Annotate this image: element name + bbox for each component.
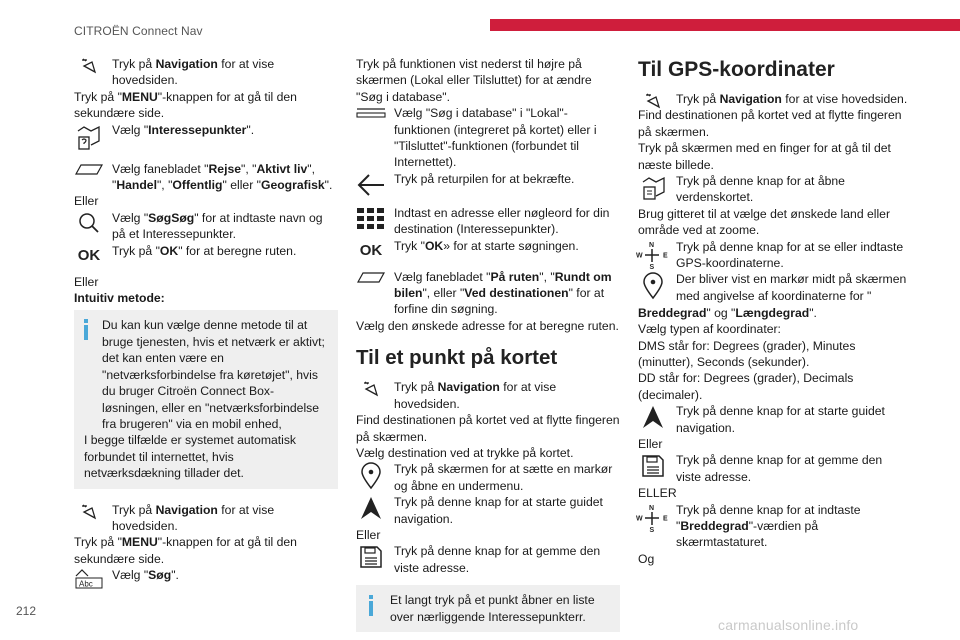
navigation-arrow-icon	[74, 503, 104, 533]
or-text: Eller	[638, 436, 663, 451]
menu-step-2: Tryk på "MENU"-knappen for at gå til den sekundære side.	[74, 535, 297, 566]
nav-step: Tryk på Navigation for at vise hovedsiden.	[356, 379, 620, 412]
find-text: Find destinationen på kortet ved at flytte fingeren på skærmen.	[638, 108, 902, 139]
info-note-2: Et langt tryk på et punkt åbner en liste over nærliggende Interessepunkterr.	[356, 585, 620, 632]
compass-e-label: E	[663, 252, 668, 260]
or-text: Eller	[74, 274, 99, 289]
tabs-step: Vælg fanebladet "Rejse", "Aktivt liv", "Handel", "Offentlig" eller "Geografisk".	[74, 161, 338, 194]
info-note	[74, 310, 338, 488]
search-step: Abc Vælg "Søg".	[74, 567, 338, 583]
poi-question-icon	[74, 123, 104, 153]
dd-text: DD står for: Degrees (grader), Decimals (decimaler).	[638, 371, 854, 402]
ok-icon: OK	[359, 241, 383, 259]
start-navigation-icon	[638, 404, 668, 434]
select-text: Vælg destination ved at trykke på kortet.	[356, 445, 574, 460]
start-nav-step: Tryk på denne knap for at starte guidet navigation.	[638, 403, 908, 436]
nav-step: Tryk på Navigation for at vise hovedsiden.	[638, 91, 908, 107]
location-pin-icon	[638, 272, 668, 302]
tab-icon	[74, 162, 104, 192]
note-text: Du kan kun vælge denne metode til at bruge tjenesten, hvis et netværk er aktivt; det kan enten være en "netværksforbindelse fra køretøjet", hvis du bruger Citroën Connect Box-løsningen, eller en "netværksforbindelse fra brugeren" via en mobil enhed,	[102, 318, 325, 431]
column-1	[74, 56, 338, 589]
nav-step-2: Tryk på Navigation for at vise hovedsiden.	[74, 502, 338, 535]
search-icon	[74, 211, 104, 241]
poi-step: Vælg "Interessepunkter".	[74, 122, 338, 152]
choose-text: Vælg den ønskede adresse for at beregne ruten.	[356, 318, 619, 333]
keyboard-grid-icon	[356, 206, 386, 236]
page-header	[0, 0, 960, 40]
ok-icon: OK	[77, 246, 101, 264]
save-step: Tryk på denne knap for at gemme den viste adresse.	[356, 543, 620, 577]
latitude-step: N W E S Tryk på denne knap for at indtaste "Breddegrad"-værdien på skærmtastaturet.	[636, 502, 861, 550]
compass-n-label: N	[649, 241, 655, 249]
column-3	[638, 56, 908, 567]
save-disk-icon	[638, 453, 668, 483]
intuitive-label: Intuitiv metode:	[74, 291, 165, 306]
navigation-arrow-icon	[74, 57, 104, 87]
column-2	[356, 56, 620, 636]
watermark: carmanualsonline.info	[718, 617, 859, 633]
start-navigation-icon	[356, 495, 386, 525]
back-arrow-icon	[356, 172, 386, 202]
world-map-step: Tryk på denne knap for at åbne verdenskortet.	[638, 173, 908, 206]
ok-search-step: OK Tryk "OK» for at starte søgningen.	[356, 238, 620, 260]
or-text-caps: ELLER	[638, 486, 677, 501]
lat-lng-text: Breddegrad" og "Længdegrad".	[638, 305, 817, 320]
navigation-arrow-icon	[356, 380, 386, 410]
header-title: CITROËN Connect Nav	[74, 24, 203, 38]
save-step: Tryk på denne knap for at gemme den viste adresse.	[638, 452, 908, 485]
database-bar-icon	[356, 106, 386, 136]
type-text: Vælg typen af koordinater:	[638, 322, 781, 337]
section-heading-gps: Til GPS-koordinater	[638, 58, 835, 81]
marker-step: Tryk på skærmen for at sætte en markør og åbne en undermenu.	[356, 461, 620, 494]
or-text: Eller	[356, 527, 381, 542]
enter-step: Indtast en adresse eller nøgleord for din destination (Interessepunkter).	[356, 205, 620, 238]
world-map-icon	[638, 174, 668, 204]
section-heading-map-point: Til et punkt på kortet	[356, 346, 558, 370]
location-pin-icon	[356, 462, 386, 492]
refine-tabs-step: Vælg fanebladet "På ruten", "Rundt om bilen", eller "Ved destinationen" for at forfine din søgning.	[356, 269, 620, 318]
menu-step: Tryk på "MENU"-knappen for at gå til den sekundære side.	[74, 89, 297, 121]
note-text-2: I begge tilfælde er systemet automatisk forbundet til internettet, hvis netværksdækning tillader det.	[84, 433, 297, 481]
database-step: Vælg "Søg i database" i "Lokal"-funktionen (integreret på kortet) eller i "Tilsluttet"-funktionen (forbundet til Internettet).	[356, 105, 620, 171]
ok-step: OK Tryk på "OK" for at beregne ruten.	[74, 243, 338, 265]
dms-text: DMS står for: Degrees (grader), Minutes (minutter), Seconds (sekunder).	[638, 338, 856, 369]
compass-s-label: S	[649, 263, 655, 270]
svg-text:Abc: Abc	[79, 579, 93, 589]
gps-step: N W E S Tryk på denne knap for at se eller indtaste GPS-koordinaterne.	[636, 239, 904, 271]
find-text: Find destinationen på kortet ved at flytte fingeren på skærmen.	[356, 413, 620, 444]
header-gap	[478, 19, 490, 31]
compass-coordinates-icon	[636, 503, 668, 533]
tab-icon	[356, 270, 386, 300]
nav-step: Tryk på Navigation for at vise hovedsiden.	[74, 56, 338, 89]
intro-text: Tryk på funktionen vist nederst til højre på skærmen (Lokal eller Tilsluttet) for at ændre "Søg i database".	[356, 57, 592, 104]
compass-s-label: S	[649, 526, 655, 533]
or-text: Eller	[74, 194, 99, 209]
and-text: Og	[638, 551, 655, 566]
compass-w-label: W	[636, 515, 643, 523]
marker-step: Der bliver vist en markør midt på skærmen med angivelse af koordinaterne for "	[638, 271, 908, 304]
navigation-arrow-icon	[638, 92, 668, 122]
info-icon	[369, 595, 373, 616]
compass-n-label: N	[649, 504, 655, 512]
touch-text: Tryk på skærmen med en finger for at gå til det næste billede.	[638, 141, 891, 172]
header-accent-bar	[490, 19, 960, 31]
grid-text: Brug gitteret til at vælge det ønskede land eller område ved at zoome.	[638, 206, 891, 238]
page-number: 212	[16, 604, 37, 618]
compass-e-label: E	[663, 515, 668, 523]
searchsearch-step: Vælg "SøgSøg" for at indtaste navn og på et Interessepunkter.	[74, 210, 338, 243]
compass-coordinates-icon	[636, 240, 668, 270]
save-disk-icon	[356, 544, 386, 574]
start-nav-step: Tryk på denne knap for at starte guidet navigation.	[356, 494, 620, 527]
compass-w-label: W	[636, 252, 643, 260]
back-step: Tryk på returpilen for at bekræfte.	[356, 171, 620, 201]
abc-search-icon	[74, 568, 104, 598]
info-icon	[84, 319, 88, 340]
